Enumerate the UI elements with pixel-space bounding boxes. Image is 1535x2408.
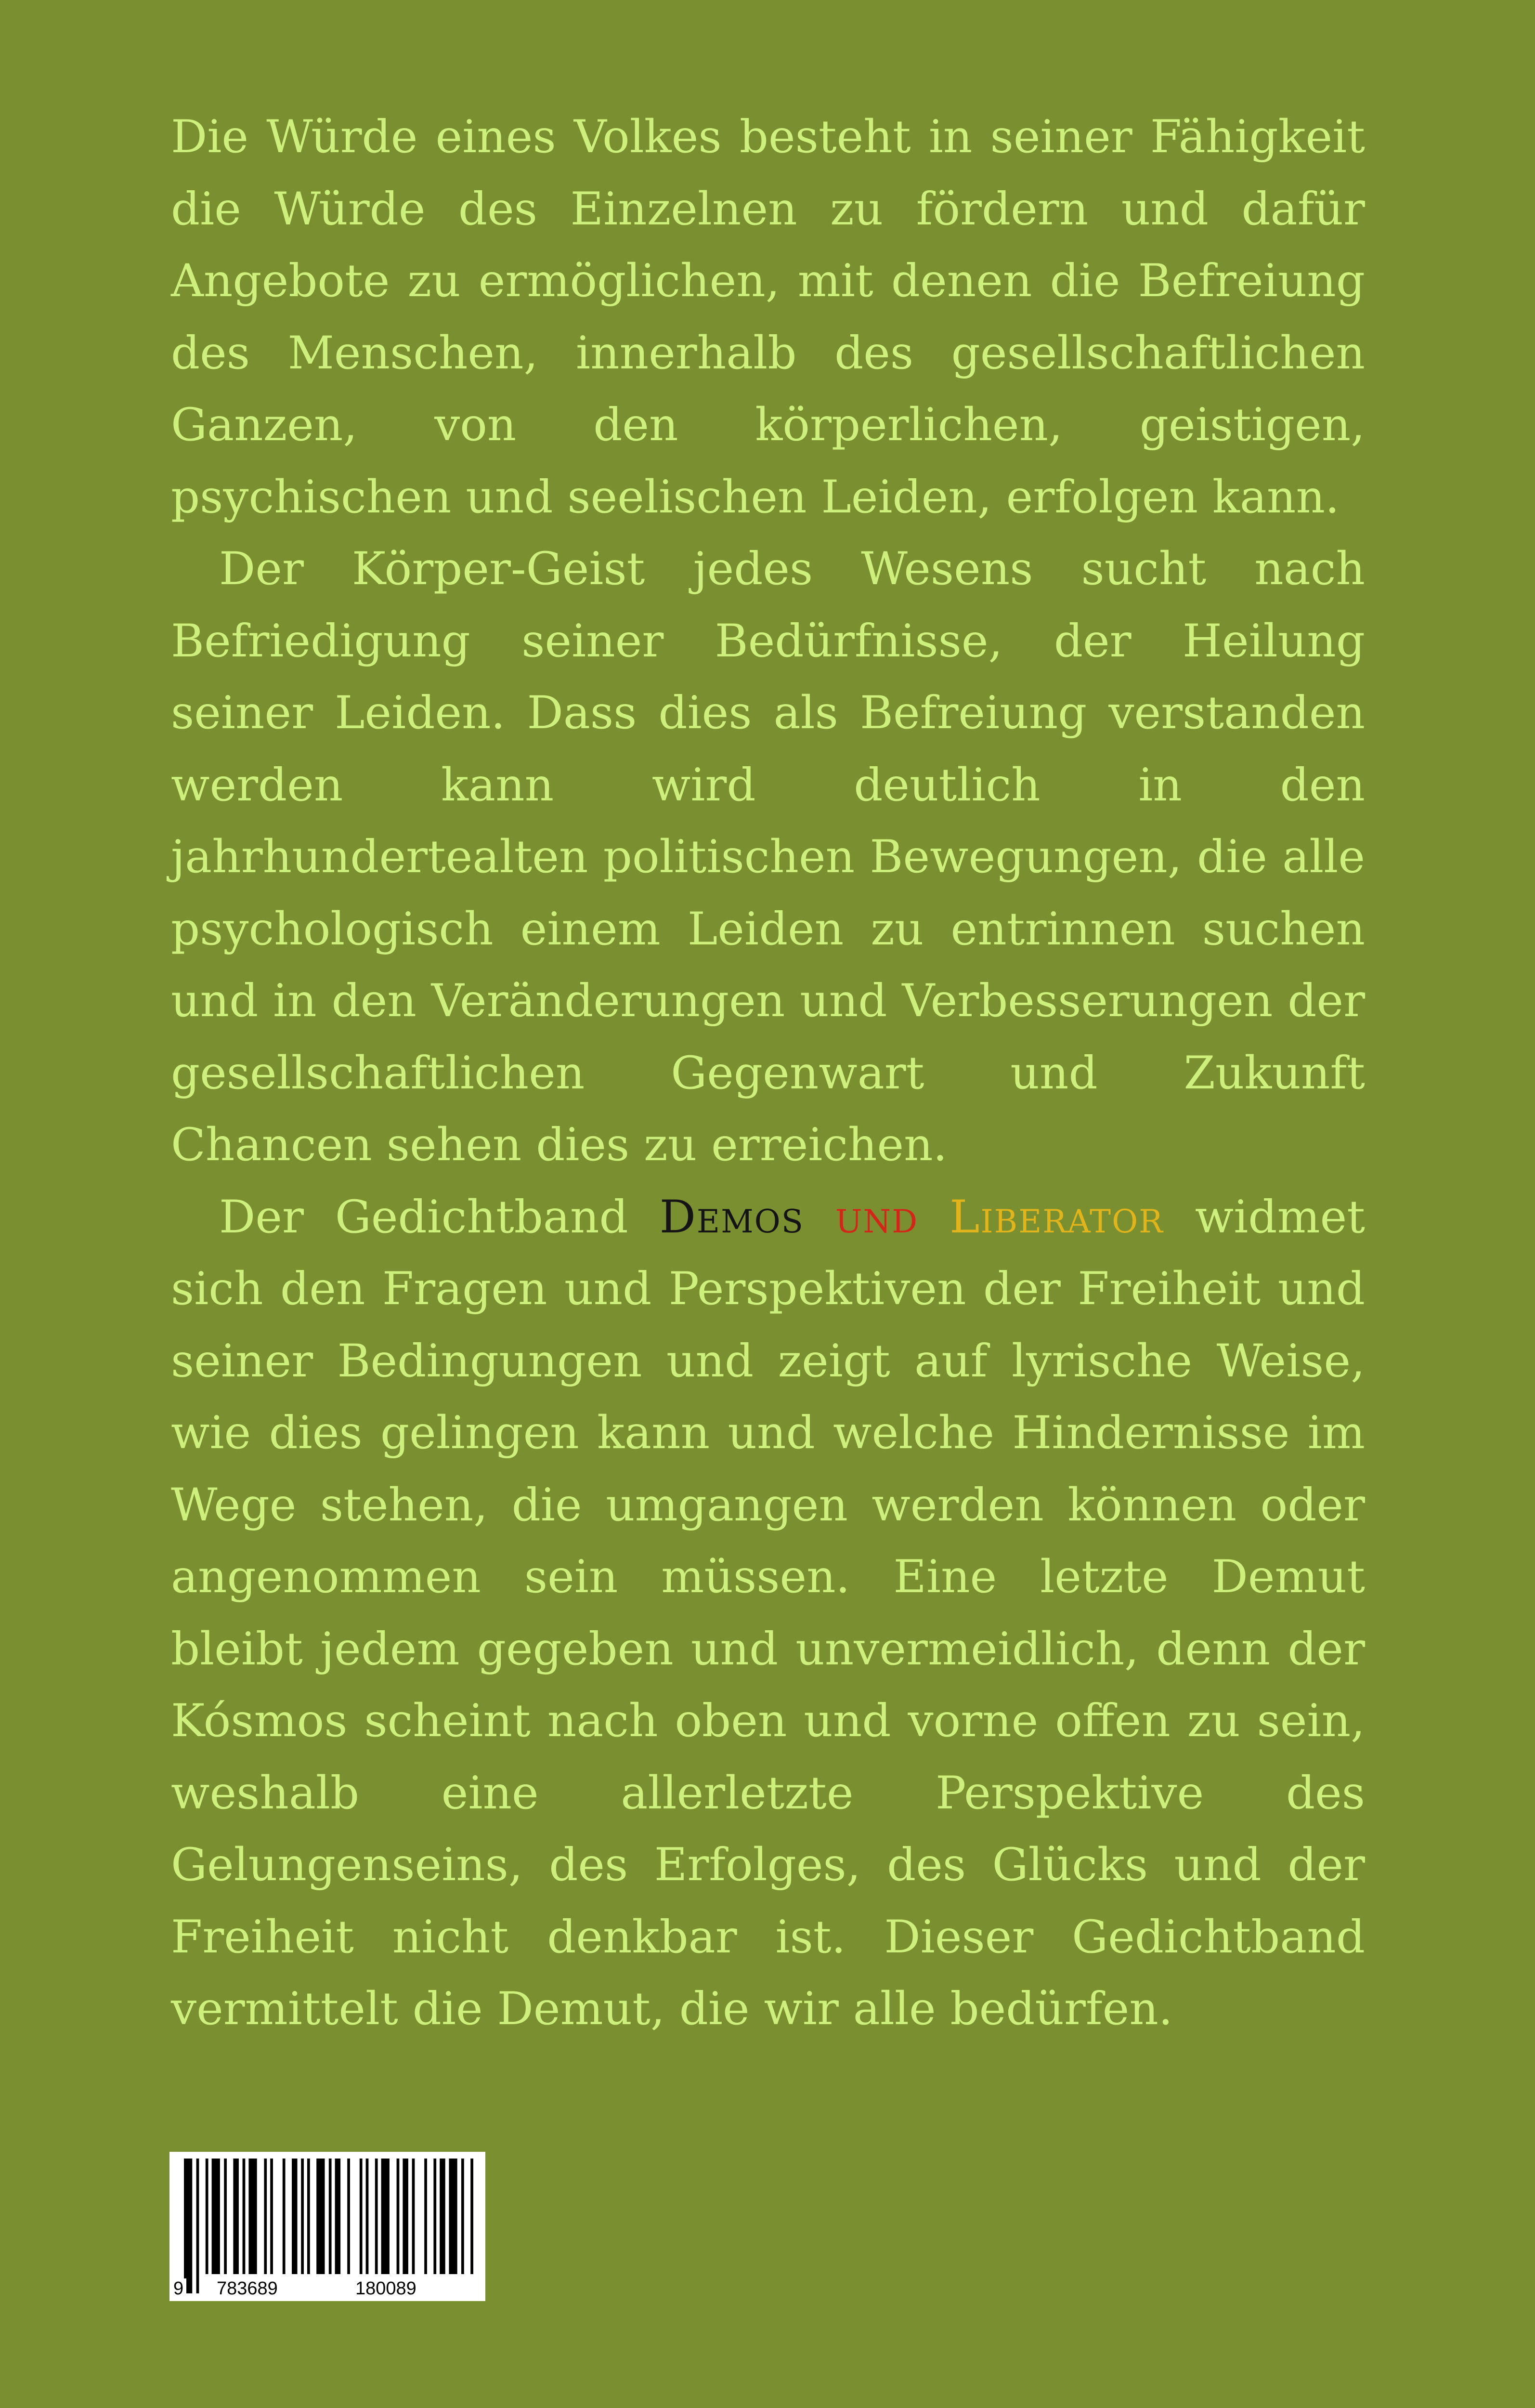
barcode-bar <box>283 2159 286 2274</box>
barcode-bar <box>347 2159 350 2274</box>
barcode-bar <box>397 2159 400 2274</box>
barcode-digits <box>169 2270 485 2299</box>
blurb-paragraph-3 <box>171 1181 1365 2045</box>
barcode-bar <box>366 2159 369 2274</box>
barcode-bar <box>424 2159 427 2274</box>
barcode-bar <box>449 2159 457 2274</box>
book-title-und: und <box>835 1191 919 1243</box>
barcode-bar <box>470 2159 473 2274</box>
barcode-bar <box>233 2159 239 2274</box>
barcode-digit-first: 9 <box>170 2278 186 2299</box>
barcode-bar <box>403 2159 408 2274</box>
barcode-bar <box>360 2159 363 2274</box>
blurb-text <box>171 101 1365 2045</box>
barcode-bar <box>270 2159 273 2274</box>
barcode-bar <box>335 2159 341 2274</box>
barcode-bar <box>329 2159 332 2274</box>
book-title-liberator: Liberator <box>950 1191 1164 1243</box>
blurb-paragraph-3-intro: Der Gedichtband <box>219 1191 660 1243</box>
barcode-digits-left: 783689 <box>214 2278 281 2299</box>
barcode-bar <box>375 2159 378 2274</box>
barcode-bar <box>381 2159 390 2274</box>
blurb-paragraph-3-rest: widmet sich den Fragen und Perspektiven der Freiheit und seiner Bedingungen und zeigt auf lyrische Weise, wie dies gelingen kann und welche Hindernisse im Wege stehen, die umgangen werden können oder angenommen sein müssen. Eine letzte Demut bleibt jedem gegeben und unvermeidlich, denn der Kósmos scheint nach oben und vorne offen zu sein, weshalb eine allerletzte Perspektive des Gelungenseins, des Erfolges, des Glücks und der Freiheit nicht denkbar ist. Dieser Gedichtband vermittelt die Demut, die wir alle bedürfen. <box>171 1191 1366 2035</box>
barcode-bar <box>212 2159 220 2274</box>
barcode-bar <box>412 2159 415 2274</box>
barcode-bar <box>264 2159 267 2274</box>
blurb-paragraph-1: Die Würde eines Volkes besteht in seiner Fähigkeit die Würde des Einzelnen zu fördern und dafür Angebote zu ermöglichen, mit denen die Befreiung des Menschen, innerhalb des gesellschaftlichen Ganzen, von den körperlichen, geistigen, psychischen und seelischen Leiden, erfolgen kann. <box>171 111 1365 523</box>
book-title-demos: Demos <box>659 1191 805 1243</box>
barcode-bar <box>206 2159 208 2274</box>
barcode-bar <box>292 2159 298 2274</box>
barcode-bar <box>440 2159 445 2274</box>
barcode-bar <box>301 2159 304 2274</box>
isbn-barcode <box>169 2152 485 2301</box>
blurb-paragraph-2: Der Körper-Geist jedes Wesens sucht nach Befriedigung seiner Bedürfnisse, der Heilung seiner Leiden. Dass dies als Befreiung verstanden werden kann wird deutlich in den jahrhundertealten politischen Bewegungen, die alle psychologisch einem Leiden zu entrinnen suchen und in den Veränderungen und Verbesserungen der gesellschaftlichen Gegenwart und Zukunft Chancen sehen dies zu erreichen. <box>171 543 1365 1171</box>
barcode-bar <box>433 2159 436 2274</box>
barcode-bar <box>248 2159 257 2274</box>
barcode-bar <box>316 2159 325 2274</box>
barcode-bar <box>224 2159 227 2274</box>
barcode-bar <box>461 2159 464 2274</box>
barcode-digits-right: 180089 <box>352 2278 419 2299</box>
barcode-bar <box>307 2159 310 2274</box>
barcode-bar <box>243 2159 246 2274</box>
